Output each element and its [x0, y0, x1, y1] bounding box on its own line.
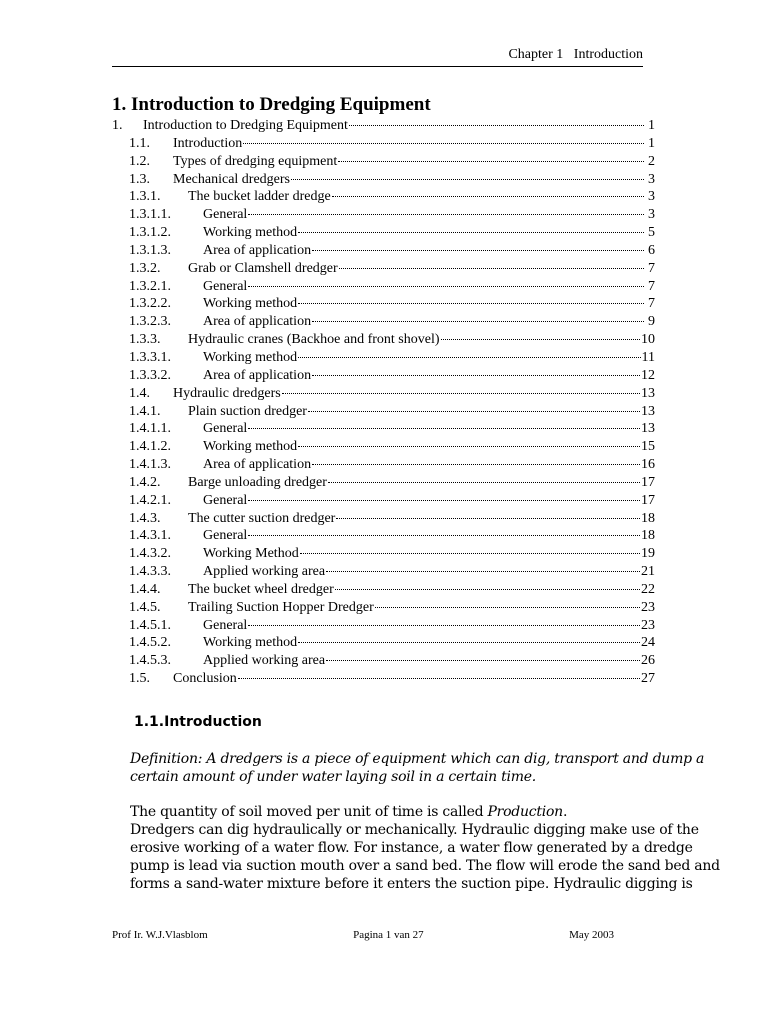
footer-author: Prof Ir. W.J.Vlasblom: [112, 929, 208, 941]
toc-dot-leader: [349, 123, 644, 126]
toc-entry-title: General: [203, 617, 248, 633]
toc-entry-title: Barge unloading dredger: [188, 474, 327, 490]
toc-entry-page: 1: [648, 118, 655, 133]
toc-entry-number: 1.4.2.: [129, 474, 161, 490]
toc-dot-leader: [291, 177, 644, 180]
definition-paragraph: [130, 750, 705, 786]
toc-entry-title: General: [203, 207, 248, 223]
toc-dot-leader: [238, 676, 640, 679]
toc-entry-page: 21: [641, 564, 655, 580]
toc-entry-number: 1.4.5.1.: [129, 617, 171, 633]
toc-dot-leader: [298, 444, 640, 447]
document-title: 1. Introduction to Dredging Equipment: [112, 94, 431, 115]
toc-entry-page: 7: [648, 278, 655, 294]
toc-dot-leader: [336, 516, 640, 519]
toc-entry[interactable]: [112, 135, 655, 153]
toc-entry-title: General: [203, 421, 248, 437]
toc-dot-leader: [298, 230, 644, 233]
toc-entry-title: Working Method: [203, 546, 299, 562]
toc-entry[interactable]: [112, 117, 655, 135]
toc-entry-page: 11: [641, 349, 655, 365]
toc-entry-title: Working method: [203, 225, 298, 241]
toc-entry-page: 26: [641, 653, 655, 669]
toc-entry[interactable]: [112, 367, 655, 385]
toc-entry-number: 1.5.: [129, 671, 150, 687]
toc-dot-leader: [326, 569, 640, 572]
toc-dot-leader: [298, 355, 640, 358]
production-line: [130, 803, 650, 821]
toc-entry[interactable]: [112, 438, 655, 456]
toc-dot-leader: [298, 301, 644, 304]
toc-entry-page: 23: [641, 617, 655, 633]
toc-dot-leader: [282, 391, 640, 394]
toc-entry-number: 1.4.3.2.: [129, 546, 171, 562]
toc-entry[interactable]: [112, 456, 655, 474]
toc-entry-page: 17: [641, 474, 655, 490]
toc-entry[interactable]: [112, 510, 655, 528]
toc-entry[interactable]: [112, 278, 655, 296]
toc-entry-number: 1.3.1.: [129, 189, 161, 205]
toc-entry-page: 18: [641, 510, 655, 526]
toc-entry-title: Working method: [203, 439, 298, 455]
toc-entry-page: 22: [641, 581, 655, 597]
toc-dot-leader: [248, 212, 644, 215]
toc-entry[interactable]: [112, 349, 655, 367]
toc-entry-number: 1.3.2.2.: [129, 296, 171, 312]
toc-entry[interactable]: [112, 224, 655, 242]
toc-entry[interactable]: [112, 295, 655, 313]
toc-entry[interactable]: [112, 563, 655, 581]
definition-line: Definition: A dredgers is a piece of equipment which can dig, transport and dump a: [130, 751, 705, 767]
toc-entry[interactable]: [112, 670, 655, 688]
toc-entry[interactable]: [112, 403, 655, 421]
toc-entry-number: 1.4.3.1.: [129, 528, 171, 544]
toc-entry-page: 16: [641, 457, 655, 473]
toc-entry-page: 19: [641, 546, 655, 562]
toc-entry-page: 10: [641, 332, 655, 348]
toc-entry-title: Trailing Suction Hopper Dredger: [188, 599, 374, 615]
toc-entry-title: The bucket ladder dredge: [188, 189, 331, 205]
toc-entry-number: 1.3.1.2.: [129, 225, 171, 241]
toc-entry-number: 1.1.: [129, 135, 150, 151]
toc-entry-number: 1.4.5.2.: [129, 635, 171, 651]
toc-entry-title: General: [203, 278, 248, 294]
toc-entry-number: 1.4.2.1.: [129, 492, 171, 508]
toc-dot-leader: [248, 498, 640, 501]
toc-entry-page: 23: [641, 599, 655, 615]
toc-entry[interactable]: [112, 420, 655, 438]
toc-entry-title: Hydraulic dredgers: [173, 385, 281, 401]
toc-dot-leader: [248, 623, 640, 626]
toc-entry-title: Area of application: [203, 367, 312, 383]
toc-dot-leader: [248, 284, 644, 287]
toc-entry[interactable]: [112, 153, 655, 171]
toc-entry[interactable]: [112, 188, 655, 206]
toc-entry-title: Applied working area: [203, 564, 326, 580]
toc-entry-title: Working method: [203, 635, 298, 651]
toc-dot-leader: [298, 640, 640, 643]
toc-dot-leader: [308, 409, 640, 412]
toc-dot-leader: [326, 658, 640, 661]
body-line: Dredgers can dig hydraulically or mechanically. Hydraulic digging make use of the: [130, 822, 699, 838]
toc-entry-title: Hydraulic cranes (Backhoe and front shovel): [188, 332, 440, 348]
table-of-contents: [112, 117, 655, 688]
toc-entry-number: 1.4.1.2.: [129, 439, 171, 455]
toc-entry-number: 1.4.1.3.: [129, 457, 171, 473]
toc-entry-number: 1.4.1.1.: [129, 421, 171, 437]
toc-entry[interactable]: [112, 474, 655, 492]
toc-entry-number: 1.4.1.: [129, 403, 161, 419]
toc-entry-title: Area of application: [203, 457, 312, 473]
toc-entry-number: 1.: [112, 118, 123, 133]
toc-dot-leader: [300, 551, 640, 554]
toc-dot-leader: [328, 480, 640, 483]
toc-dot-leader: [248, 533, 640, 536]
toc-entry-number: 1.4.5.3.: [129, 653, 171, 669]
footer-page-number: Pagina 1 van 27: [353, 929, 424, 941]
toc-entry-page: 18: [641, 528, 655, 544]
toc-entry-page: 2: [648, 153, 655, 169]
toc-entry-title: Area of application: [203, 242, 312, 258]
toc-entry-title: General: [203, 528, 248, 544]
toc-entry-page: 9: [648, 314, 655, 330]
toc-entry-title: Plain suction dredger: [188, 403, 307, 419]
toc-entry-title: Working method: [203, 349, 298, 365]
toc-entry-page: 15: [641, 439, 655, 455]
toc-entry-number: 1.4.3.3.: [129, 564, 171, 580]
toc-entry[interactable]: [112, 634, 655, 652]
toc-entry[interactable]: [112, 242, 655, 260]
running-header: Chapter 1 Introduction: [112, 46, 643, 67]
toc-entry-title: Types of dredging equipment: [173, 153, 338, 169]
toc-entry-number: 1.3.1.3.: [129, 242, 171, 258]
toc-entry-page: 3: [648, 207, 655, 223]
toc-dot-leader: [312, 462, 640, 465]
body-line: pump is lead via suction mouth over a sand bed. The flow will erode the sand bed and: [130, 858, 720, 874]
toc-entry-number: 1.3.: [129, 171, 150, 187]
toc-entry-page: 3: [648, 189, 655, 205]
production-suffix: .: [562, 804, 568, 820]
toc-entry-page: 7: [648, 296, 655, 312]
toc-entry-number: 1.3.2.: [129, 260, 161, 276]
footer-date: May 2003: [569, 929, 614, 941]
toc-entry-page: 12: [641, 367, 655, 383]
body-paragraph: [130, 803, 720, 893]
toc-entry[interactable]: [112, 599, 655, 617]
toc-entry[interactable]: [112, 206, 655, 224]
toc-entry-title: Mechanical dredgers: [173, 171, 290, 187]
body-line: forms a sand-water mixture before it enters the suction pipe. Hydraulic digging is: [130, 876, 693, 892]
toc-entry-page: 24: [641, 635, 655, 651]
toc-entry-number: 1.3.3.1.: [129, 349, 171, 365]
toc-entry-title: Area of application: [203, 314, 312, 330]
toc-entry-number: 1.4.5.: [129, 599, 161, 615]
toc-dot-leader: [332, 194, 644, 197]
toc-entry[interactable]: [112, 617, 655, 635]
toc-dot-leader: [312, 319, 644, 322]
toc-entry[interactable]: [112, 545, 655, 563]
toc-entry-page: 6: [648, 242, 655, 258]
toc-entry-page: 17: [641, 492, 655, 508]
toc-dot-leader: [375, 605, 640, 608]
toc-entry-page: 7: [648, 260, 655, 276]
body-line: erosive working of a water flow. For instance, a water flow generated by a dredge: [130, 840, 693, 856]
toc-entry-number: 1.4.3.: [129, 510, 161, 526]
toc-entry-number: 1.3.1.1.: [129, 207, 171, 223]
toc-entry[interactable]: [112, 527, 655, 545]
toc-dot-leader: [339, 266, 644, 269]
toc-entry-title: The bucket wheel dredger: [188, 581, 334, 597]
toc-entry-title: Introduction to Dredging Equipment: [143, 118, 348, 133]
toc-entry-page: 3: [648, 171, 655, 187]
toc-dot-leader: [248, 426, 640, 429]
toc-entry-title: Grab or Clamshell dredger: [188, 260, 338, 276]
toc-dot-leader: [243, 141, 644, 144]
toc-entry-number: 1.2.: [129, 153, 150, 169]
production-term: Production: [487, 804, 563, 820]
toc-entry-number: 1.3.3.: [129, 332, 161, 348]
toc-entry[interactable]: [112, 385, 655, 403]
toc-entry-title: Introduction: [173, 135, 243, 151]
page-footer: [112, 928, 614, 942]
toc-entry-title: Working method: [203, 296, 298, 312]
toc-entry-number: 1.4.: [129, 385, 150, 401]
toc-entry[interactable]: [112, 331, 655, 349]
toc-entry-number: 1.3.3.2.: [129, 367, 171, 383]
toc-entry-page: 27: [641, 671, 655, 687]
toc-entry[interactable]: [112, 171, 655, 189]
toc-entry-number: 1.3.2.1.: [129, 278, 171, 294]
toc-entry-page: 13: [641, 421, 655, 437]
toc-dot-leader: [338, 159, 644, 162]
toc-entry-page: 13: [641, 385, 655, 401]
toc-dot-leader: [335, 587, 640, 590]
toc-dot-leader: [441, 337, 640, 340]
toc-dot-leader: [312, 248, 644, 251]
toc-entry-title: Applied working area: [203, 653, 326, 669]
production-prefix: The quantity of soil moved per unit of time is called: [130, 804, 488, 820]
toc-entry[interactable]: [112, 652, 655, 670]
toc-entry-title: General: [203, 492, 248, 508]
toc-entry-page: 1: [648, 135, 655, 151]
toc-entry-page: 5: [648, 225, 655, 241]
toc-entry-title: The cutter suction dredger: [188, 510, 336, 526]
toc-entry-title: Conclusion: [173, 671, 237, 687]
toc-entry[interactable]: [112, 313, 655, 331]
section-heading: 1.1.Introduction: [134, 714, 262, 730]
definition-line: certain amount of under water laying soil in a certain time.: [130, 769, 537, 785]
toc-dot-leader: [312, 373, 640, 376]
toc-entry-number: 1.4.4.: [129, 581, 161, 597]
toc-entry[interactable]: [112, 492, 655, 510]
toc-entry-number: 1.3.2.3.: [129, 314, 171, 330]
toc-entry[interactable]: [112, 260, 655, 278]
toc-entry-page: 13: [641, 403, 655, 419]
toc-entry[interactable]: [112, 581, 655, 599]
